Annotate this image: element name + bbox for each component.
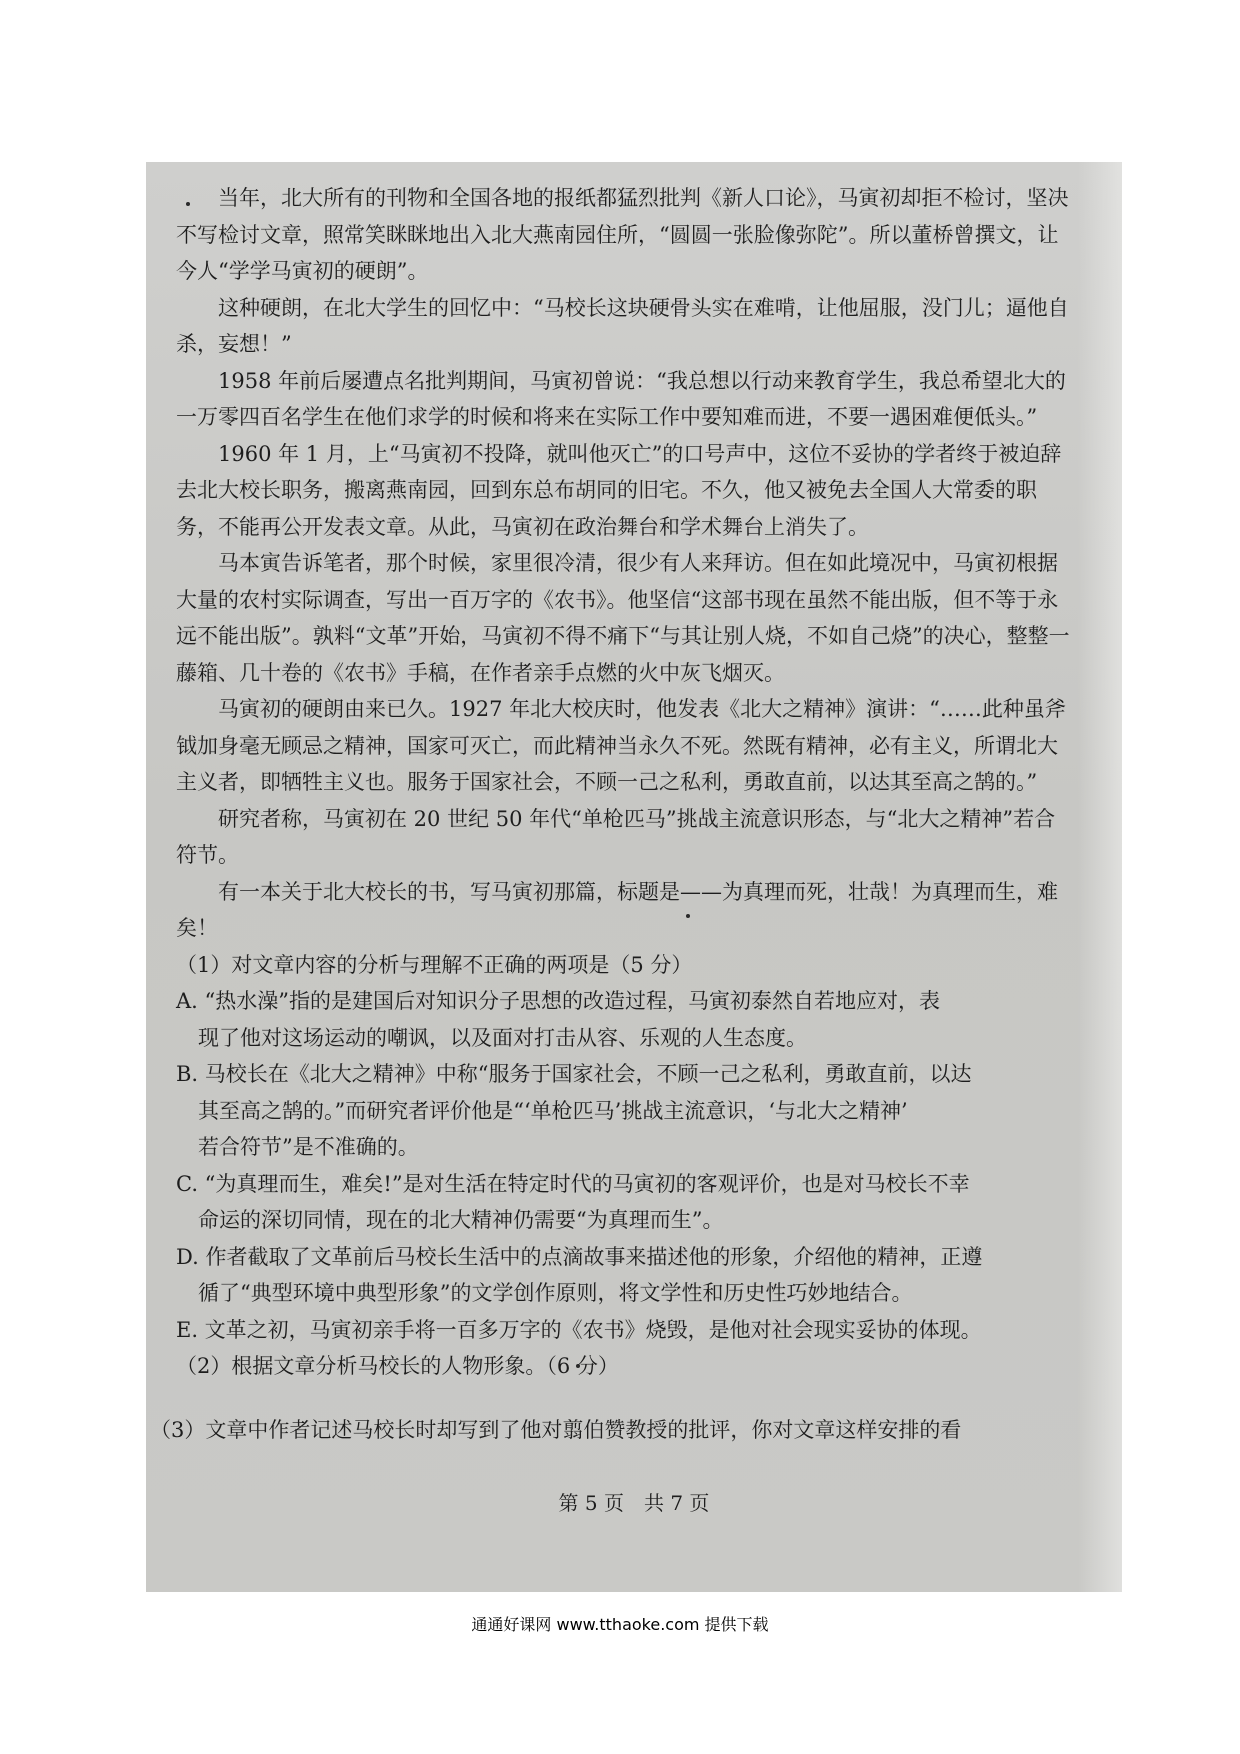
download-footer: 通通好课网 www.tthaoke.com 提供下载 (471, 1615, 769, 1634)
option-line: 若合符节”是不准确的。 (198, 1135, 419, 1159)
passage-paragraph: 这种硬朗，在北大学生的回忆中：“马校长这块硬骨头实在难啃，让他屈服，没门儿；逼他自杀，妄想！” (176, 295, 1069, 356)
option-line: 命运的深切同情，现在的北大精神仍需要“为真理而生”。 (198, 1208, 724, 1232)
question-1-stem: （1）对文章内容的分析与理解不正确的两项是（5 分） (176, 952, 693, 977)
option-line: D. 作者截取了文革前后马校长生活中的点滴故事来描述他的形象，介绍他的精神，正遵 (176, 1244, 983, 1269)
reading-passage (176, 180, 1076, 1385)
passage-paragraph: 1960 年 1 月，上“马寅初不投降，就叫他灭亡”的口号声中，这位不妥协的学者终于被迫辞去北大校长职务，搬离燕南园，回到东总布胡同的旧宅。不久，他又被免去全国人大常委的职务，不能再公开发表文章。从此，马寅初在政治舞台和学术舞台上消失了。 (176, 441, 1062, 539)
option-line: 其至高之鹄的。”而研究者评价他是“‘单枪匹马’挑战主流意识，‘与北大之精神’ (198, 1098, 908, 1123)
option-line: 循了“典型环境中典型形象”的文学创作原则，将文学性和历史性巧妙地结合。 (198, 1281, 913, 1305)
passage-paragraph: 当年，北大所有的刊物和全国各地的报纸都猛烈批判《新人口论》，马寅初却拒不检讨，坚决不写检讨文章，照常笑眯眯地出入北大燕南园住所，“圆圆一张脸像弥陀”。所以董桥曾撰文，让今人“学学马寅初的硬朗”。 (176, 186, 1069, 283)
passage-paragraph: 马寅初的硬朗由来已久。1927 年北大校庆时，他发表《北大之精神》演讲：“……此种虽斧钺加身毫无顾忌之精神，国家可灭亡，而此精神当永久不死。然既有精神，必有主义，所谓北大主义者，即牺牲主义也。服务于国家社会，不顾一己之私利，勇敢直前，以达其至高之鹄的。” (176, 697, 1066, 794)
option-e (176, 1312, 1076, 1349)
option-a (176, 983, 1076, 1056)
option-c (176, 1166, 1076, 1239)
option-line: E. 文革之初，马寅初亲手将一百多万字的《农书》烧毁，是他对社会现实妥协的体现。 (176, 1317, 982, 1342)
option-line: C. “为真理而生，难矣!”是对生活在特定时代的马寅初的客观评价，也是对马校长不幸 (176, 1171, 970, 1196)
option-line: 现了他对这场运动的嘲讽，以及面对打击从容、乐观的人生态度。 (198, 1025, 807, 1050)
option-d (176, 1239, 1076, 1312)
scanned-exam-page (146, 162, 1122, 1592)
question-2: （2）根据文章分析马校长的人物形象。（6 分） (176, 1354, 619, 1378)
option-line: A. “热水澡”指的是建国后对知识分子思想的改造过程，马寅初泰然自若地应对，表 (176, 989, 940, 1013)
question-3: （3）文章中作者记述马校长时却写到了他对翦伯赞教授的批评，你对文章这样安排的看 (150, 1418, 962, 1442)
page-number: 第 5 页 共 7 页 (558, 1491, 710, 1515)
passage-paragraph: 马本寅告诉笔者，那个时候，家里很冷清，很少有人来拜访。但在如此境况中，马寅初根据大量的农村实际调查，写出一百万字的《农书》。他坚信“这部书现在虽然不能出版，但不等于永远不能出版”。孰料“文革”开始，马寅初不得不痛下“与其让别人烧，不如自己烧”的决心，整整一藤箱、几十卷的《农书》手稿，在作者亲手点燃的火中灰飞烟灭。 (176, 551, 1070, 685)
option-b (176, 1056, 1076, 1166)
option-line: B. 马校长在《北大之精神》中称“服务于国家社会，不顾一己之私利，勇敢直前，以达 (176, 1062, 972, 1086)
passage-paragraph: 有一本关于北大校长的书，写马寅初那篇，标题是——为真理而死，壮哉！为真理而生，难矣！ (176, 879, 1058, 940)
passage-paragraph: 研究者称，马寅初在 20 世纪 50 年代“单枪匹马”挑战主流意识形态，与“北大之精神”若合符节。 (176, 806, 1056, 867)
passage-paragraph: 1958 年前后屡遭点名批判期间，马寅初曾说：“我总想以行动来教育学生，我总希望北大的一万零四百名学生在他们求学的时候和将来在实际工作中要知难而进，不要一遇困难便低头。” (176, 368, 1066, 429)
